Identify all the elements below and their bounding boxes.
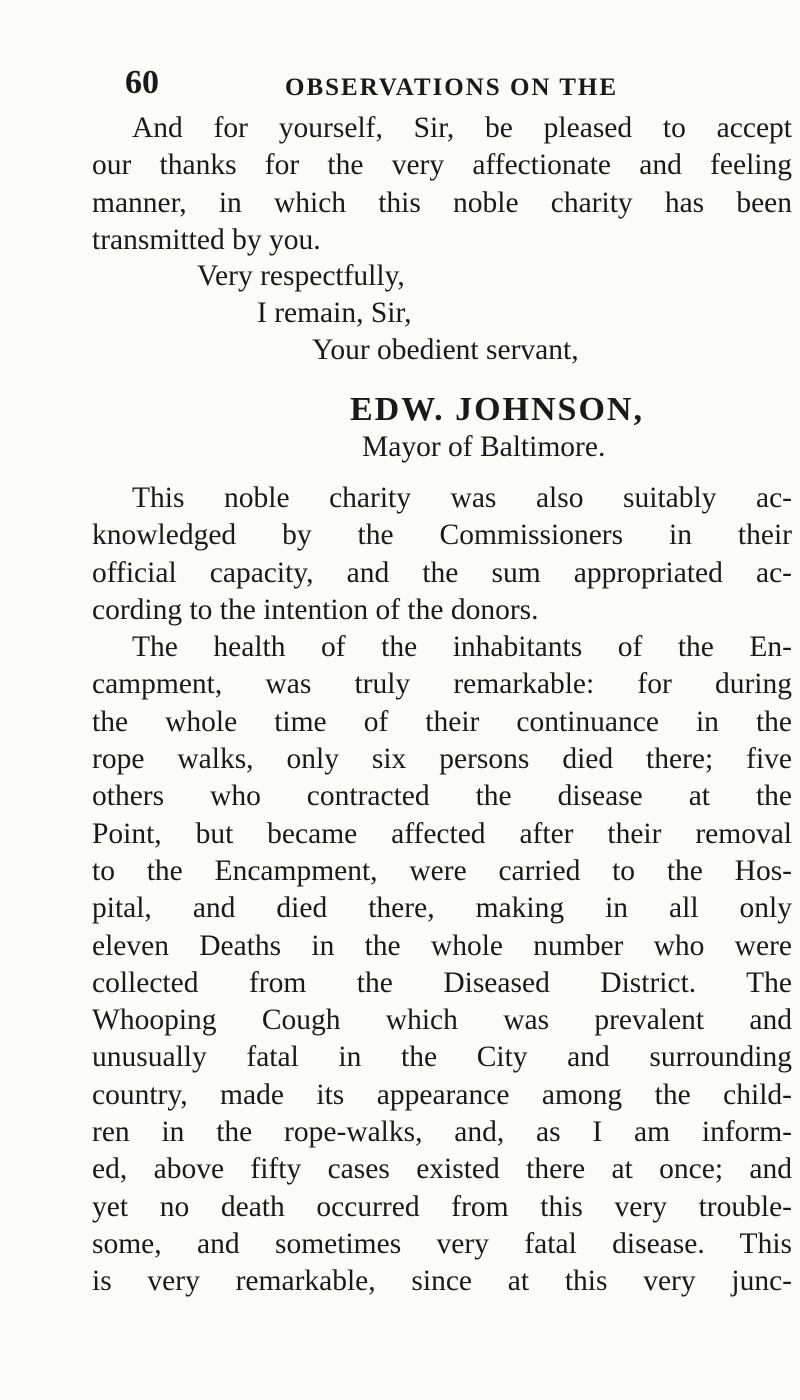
text-line: our thanks for the very affectionate and feeling: [92, 149, 792, 182]
text-line: Point, but became affected after their removal: [92, 817, 792, 850]
text-line: transmitted by you.: [92, 223, 321, 256]
text-line: Whooping Cough which was prevalent and: [92, 1004, 792, 1037]
body-paragraph: [92, 480, 792, 1301]
text-line: yet no death occurred from this very trouble-: [92, 1190, 792, 1223]
text-line: some, and sometimes very fatal disease. This: [92, 1227, 792, 1260]
text-line: to the Encampment, were carried to the Hos-: [92, 854, 792, 887]
closing-line: I remain, Sir,: [257, 297, 412, 329]
text-line: pital, and died there, making in all only: [92, 892, 792, 925]
closing-line: Very respectfully,: [197, 260, 405, 292]
signature: EDW. JOHNSON,: [350, 391, 644, 428]
text-line: cording to the intention of the donors.: [92, 593, 539, 626]
text-line: official capacity, and the sum appropriated ac-: [92, 556, 792, 589]
text-line: campment, was truly remarkable: for during: [92, 668, 792, 701]
text-line: ed, above fifty cases existed there at once; and: [92, 1153, 792, 1186]
text-line: The health of the inhabitants of the En-: [132, 631, 792, 664]
letter-paragraph: [92, 110, 792, 259]
running-head: OBSERVATIONS ON THE: [285, 74, 619, 101]
text-line: This noble charity was also suitably ac-: [132, 482, 792, 514]
text-line: collected from the Diseased District. The: [92, 966, 792, 999]
text-line: country, made its appearance among the child-: [92, 1078, 792, 1111]
text-line: And for yourself, Sir, be pleased to accept: [132, 112, 792, 144]
page-number: 60: [125, 64, 159, 101]
text-line: manner, in which this noble charity has been: [92, 186, 792, 219]
text-line: others who contracted the disease at the: [92, 780, 792, 813]
closing-line: Your obedient servant,: [312, 334, 579, 366]
text-line: unusually fatal in the City and surrounding: [92, 1041, 792, 1074]
text-line: rope walks, only six persons died there; five: [92, 743, 792, 776]
page-header: [125, 64, 735, 104]
text-line: the whole time of their continuance in the: [92, 705, 792, 738]
text-line: is very remarkable, since at this very junc-: [92, 1265, 792, 1298]
text-line: knowledged by the Commissioners in their: [92, 519, 792, 552]
text-line: ren in the rope-walks, and, as I am inform-: [92, 1116, 792, 1149]
text-line: eleven Deaths in the whole number who were: [92, 929, 792, 962]
signatory-title: Mayor of Baltimore.: [362, 431, 606, 463]
